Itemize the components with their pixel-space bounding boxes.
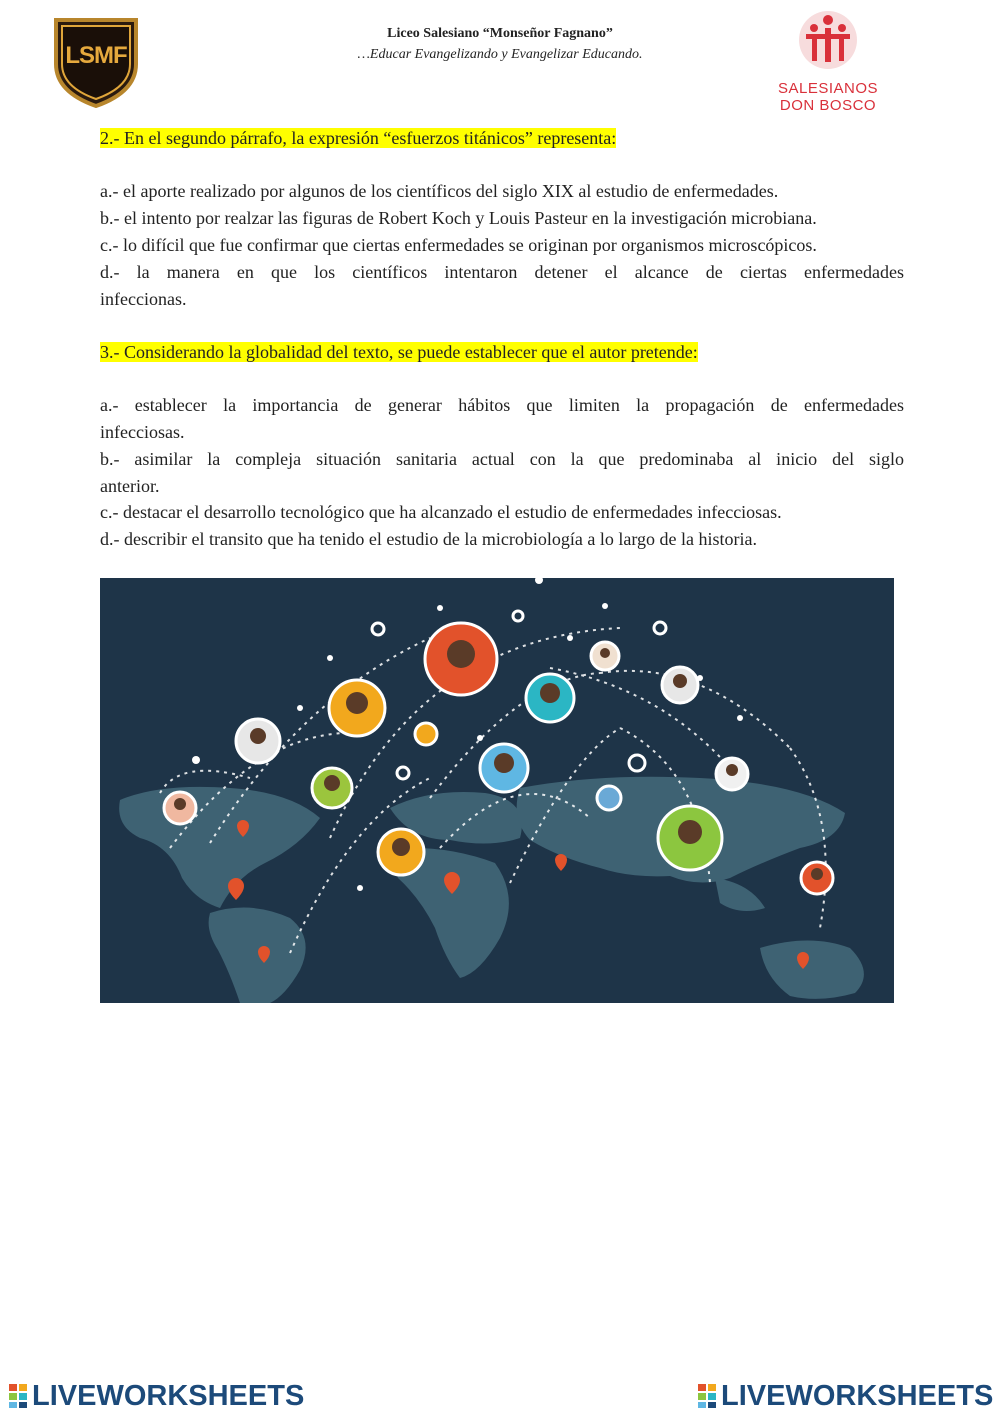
question-3-prompt bbox=[100, 339, 904, 366]
question-2-option-c: c.- lo difícil que fue confirmar que ciertas enfermedades se originan por organismos microscópicos. bbox=[100, 235, 817, 255]
question-3-option-c: c.- destacar el desarrollo tecnológico que ha alcanzado el estudio de enfermedades infecciosas. bbox=[100, 502, 782, 522]
question-2-option-b: b.- el intento por realzar las figuras de Robert Koch y Louis Pasteur en la investigación microbiana. bbox=[100, 208, 817, 228]
school-logo-text: LSMF bbox=[65, 42, 127, 69]
liveworksheets-brand-right: LIVEWORKSHEETS bbox=[721, 1379, 994, 1412]
salesianos-line2: DON BOSCO bbox=[779, 97, 877, 114]
liveworksheets-icon bbox=[697, 1383, 717, 1409]
question-3-option-a-line1: a.- establecer la importancia de generar hábitos que limiten la propagación de enfermedades bbox=[100, 395, 904, 415]
liveworksheets-icon bbox=[8, 1383, 28, 1409]
question-3-option-d: d.- describir el transito que ha tenido el estudio de la microbiología a lo largo de la historia. bbox=[100, 529, 757, 549]
question-2-option-d-line2: infeccionas. bbox=[100, 289, 187, 309]
school-name: Liceo Salesiano “Monseñor Fagnano” bbox=[387, 26, 613, 41]
network-world-map-image bbox=[100, 578, 894, 1003]
question-3-prompt-text: 3.- Considerando la globalidad del texto, se puede establecer que el autor pretende: bbox=[100, 342, 698, 362]
question-3-option-b-line2: anterior. bbox=[100, 476, 160, 496]
liveworksheets-brand-left: LIVEWORKSHEETS bbox=[32, 1379, 305, 1412]
question-2-prompt-text: 2.- En el segundo párrafo, la expresión “esfuerzos titánicos” representa: bbox=[100, 128, 617, 148]
salesianos-line1: SALESIANOS bbox=[777, 80, 879, 97]
salesianos-logo bbox=[770, 8, 886, 118]
salesianos-emblem-icon bbox=[796, 8, 860, 72]
question-2-prompt bbox=[100, 125, 904, 152]
question-3-option-b-line1: b.- asimilar la compleja situación sanitaria actual con la que predominaba al inicio del siglo bbox=[100, 449, 904, 469]
question-3-option-a-line2: infecciosas. bbox=[100, 422, 185, 442]
school-motto: …Educar Evangelizando y Evangelizar Educando. bbox=[357, 47, 643, 62]
question-2-option-d-line1: d.- la manera en que los científicos intentaron detener el alcance de ciertas enfermedades bbox=[100, 262, 904, 282]
liveworksheets-logo-left bbox=[8, 1379, 304, 1413]
question-2-option-a: a.- el aporte realizado por algunos de los científicos del siglo XIX al estudio de enfermedades. bbox=[100, 181, 779, 201]
liveworksheets-logo-right bbox=[697, 1379, 993, 1413]
